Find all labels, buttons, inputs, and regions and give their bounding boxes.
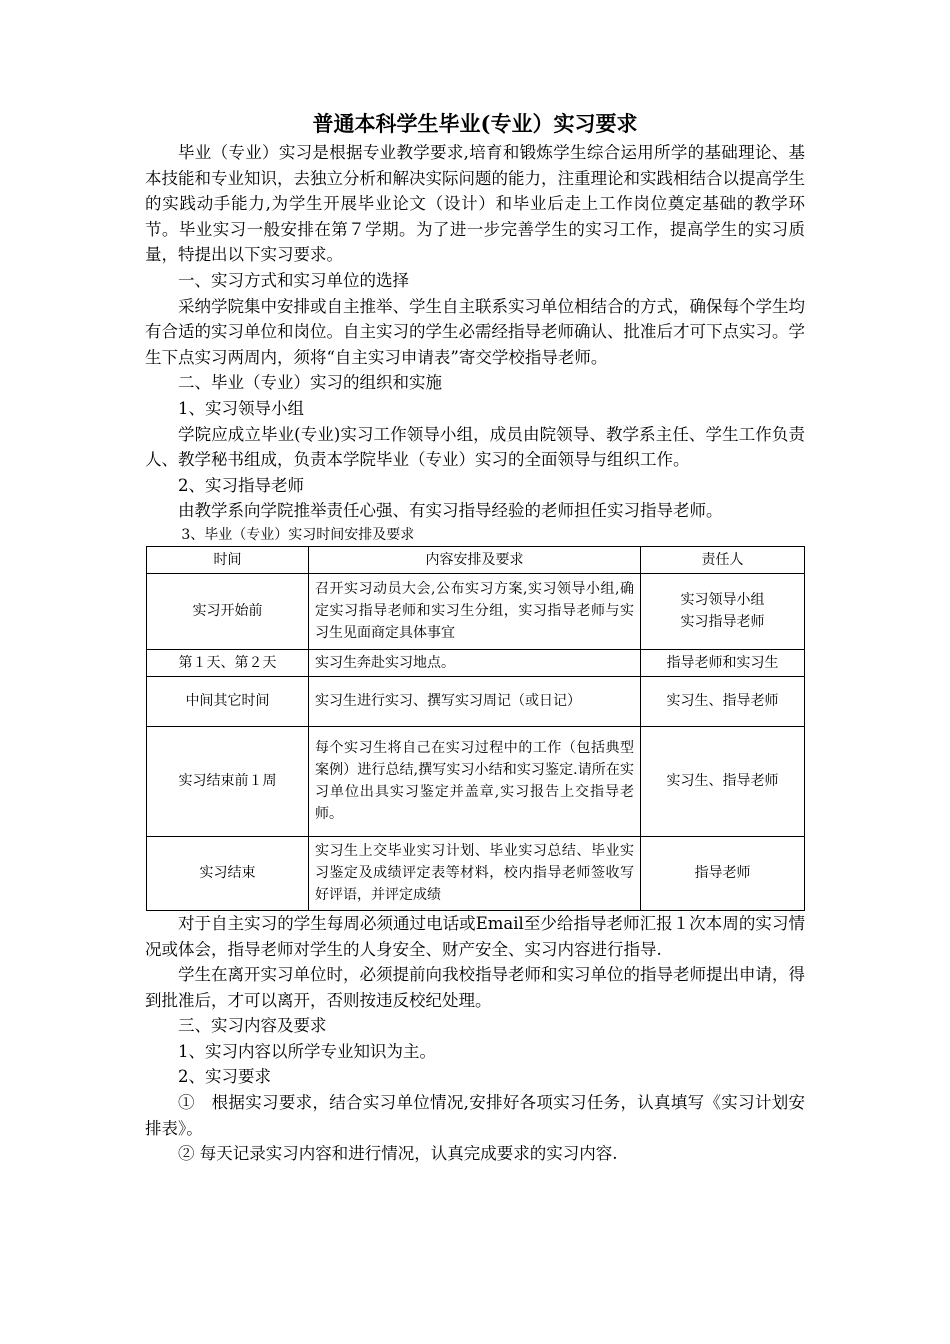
- section-1-text: 采纳学院集中安排或自主推举、学生自主联系实习单位相结合的方式，确保每个学生均有合适的实习单位和岗位。自主实习的学生必需经指导老师确认、批准后才可下点实习。学生下点实习两周内，须将“自主实习申请表”寄交学校指导老师。: [145, 296, 805, 367]
- document-page: [145, 108, 805, 1167]
- cell-time: 实习结束前１周: [147, 726, 309, 836]
- after-table-paragraph-2: 学生在离开实习单位时，必须提前向我校指导老师和实习单位的指导老师提出申请，得到批准后，才可以离开，否则按违反校纪处理。: [145, 965, 805, 1010]
- cell-owner: 实习生、指导老师: [641, 726, 805, 836]
- page-title: 普通本科学生毕业(专业）实习要求: [312, 111, 638, 136]
- section-3-2-heading: 2、实习要求: [178, 1067, 271, 1087]
- after-table-paragraph-1: 对于自主实习的学生每周必须通过电话或Email至少给指导老师汇报１次本周的实习情况或体会，指导老师对学生的人身安全、财产安全、实习内容进行指导.: [145, 913, 805, 959]
- section-3-heading: 三、实习内容及要求: [178, 1016, 327, 1036]
- section-2-heading: 二、毕业（专业）实习的组织和实施: [178, 373, 442, 393]
- cell-time: 第１天、第２天: [147, 649, 309, 676]
- table-row: [147, 649, 805, 676]
- table-row: [147, 573, 805, 649]
- table-row: [147, 726, 805, 836]
- table-caption: 3、毕业（专业）实习时间安排及要求: [181, 526, 415, 543]
- requirement-item-1: ① 根据实习要求，结合实习单位情况,安排好各项实习任务，认真填写《实习计划安排表》。: [145, 1093, 805, 1138]
- cell-content: 召开实习动员大会,公布实习方案,实习领导小组,确定实习指导老师和实习生分组，实习指导老师与实习生见面商定具体事宜: [309, 573, 641, 649]
- intro-paragraph: 毕业（专业）实习是根据专业教学要求,培育和锻炼学生综合运用所学的基础理论、基本技能和专业知识，去独立分析和解决实际问题的能力，注重理论和实践相结合以提高学生的实践动手能力,为学生开展毕业论文（设计）和毕业后走上工作岗位奠定基础的教学环节。毕业实习一般安排在第７学期。为了进一步完善学生的实习工作，提高学生的实习质量，特提出以下实习要求。: [145, 143, 805, 265]
- owner-line: 实习领导小组: [680, 592, 765, 609]
- section-3-1-text: 1、实习内容以所学专业知识为主。: [178, 1041, 436, 1061]
- cell-owner: [641, 573, 805, 649]
- table-row: [147, 836, 805, 910]
- cell-owner: 指导老师和实习生: [641, 649, 805, 676]
- cell-time: 实习结束: [147, 836, 309, 910]
- requirement-item-2: ② 每天记录实习内容和进行情况，认真完成要求的实习内容.: [178, 1144, 618, 1164]
- header-content: 内容安排及要求: [309, 546, 641, 573]
- cell-content: 实习生进行实习、撰写实习周记（或日记）: [309, 676, 641, 726]
- cell-content: 实习生上交毕业实习计划、毕业实习总结、毕业实习鉴定及成绩评定表等材料，校内指导老师签收写好评语，并评定成绩: [309, 836, 641, 910]
- cell-content: 每个实习生将自己在实习过程中的工作（包括典型案例）进行总结,撰写实习小结和实习鉴定.请所在实习单位出具实习鉴定并盖章,实习报告上交指导老师。: [309, 726, 641, 836]
- cell-time: 实习开始前: [147, 573, 309, 649]
- cell-owner: 实习生、指导老师: [641, 676, 805, 726]
- schedule-table: [146, 546, 805, 911]
- section-2-2-text: 由教学系向学院推举责任心强、有实习指导经验的老师担任实习指导老师。: [178, 501, 723, 521]
- cell-content: 实习生奔赴实习地点。: [309, 649, 641, 676]
- cell-time: 中间其它时间: [147, 676, 309, 726]
- section-2-2-heading: 2、实习指导老师: [178, 475, 304, 495]
- table-header-row: [147, 546, 805, 573]
- header-owner: 责任人: [641, 546, 805, 573]
- owner-line: 实习指导老师: [680, 614, 765, 631]
- section-2-1-heading: 1、实习领导小组: [178, 398, 304, 418]
- table-row: [147, 676, 805, 726]
- header-time: 时间: [147, 546, 309, 573]
- cell-owner: 指导老师: [641, 836, 805, 910]
- section-2-1-text: 学院应成立毕业(专业)实习工作领导小组，成员由院领导、教学系主任、学生工作负责人、教学秘书组成，负责本学院毕业（专业）实习的全面领导与组织工作。: [145, 424, 805, 470]
- section-1-heading: 一、实习方式和实习单位的选择: [178, 270, 409, 290]
